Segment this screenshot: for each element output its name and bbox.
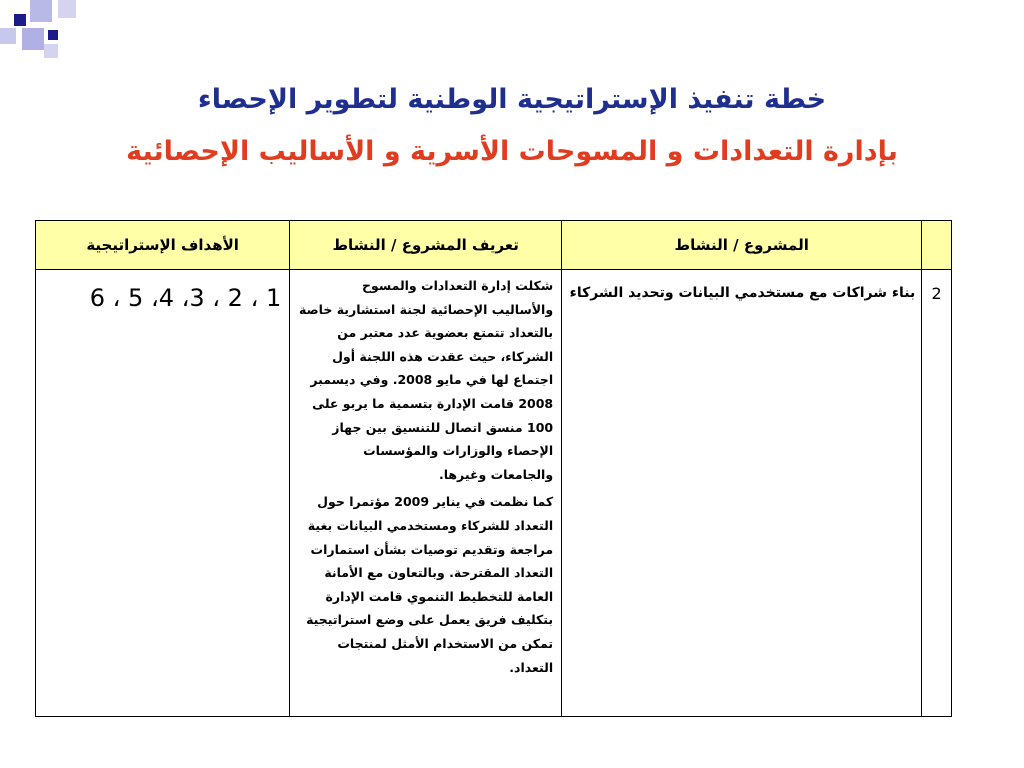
deco-square-light bbox=[22, 28, 44, 50]
table-header-row bbox=[36, 221, 952, 270]
page-title: خطة تنفيذ الإستراتيجية الوطنية لتطوير الإحصاء bbox=[197, 84, 827, 115]
deco-square-light bbox=[44, 44, 58, 58]
deco-square-dark bbox=[48, 30, 58, 40]
header-goals: الأهداف الإستراتيجية bbox=[36, 221, 290, 270]
definition-paragraph-1: شكلت إدارة التعدادات والمسوح والأساليب الإحصائية لجنة استشارية خاصة بالتعداد تتمتع بعضوية عدد معتبر من الشركاء، حيث عقدت هذه اللجنة أول اجتماع لها في مايو 2008. وفي ديسمبر 2008 قامت الإدارة بتسمية ما يربو على 100 منسق اتصال للتنسيق بين جهاز الإحصاء والوزارات والمؤسسات والجامعات وغيرها. bbox=[299, 278, 554, 482]
cell-project: بناء شراكات مع مستخدمي البيانات وتحديد الشركاء bbox=[562, 270, 922, 717]
cell-goals: 1 ، 2 ، 3، 4، 5 ، 6 bbox=[36, 270, 290, 717]
header-num bbox=[922, 221, 952, 270]
table-row bbox=[36, 270, 952, 717]
deco-square-light bbox=[0, 28, 16, 44]
deco-square-dark bbox=[14, 14, 26, 26]
corner-decoration bbox=[0, 0, 80, 62]
deco-square-light bbox=[58, 0, 76, 18]
header-project: المشروع / النشاط bbox=[562, 221, 922, 270]
cell-definition bbox=[290, 270, 562, 717]
cell-num: 2 bbox=[922, 270, 952, 717]
deco-square-light bbox=[30, 0, 52, 22]
page-subtitle: بإدارة التعدادات و المسوحات الأسرية و الأساليب الإحصائية bbox=[126, 136, 898, 167]
plan-table bbox=[35, 220, 952, 717]
header-definition: تعريف المشروع / النشاط bbox=[290, 221, 562, 270]
definition-paragraph-2: كما نظمت في يناير 2009 مؤتمرا حول التعداد للشركاء ومستخدمي البيانات بغية مراجعة وتقديم توصيات بشأن استمارات التعداد المقترحة. وبالتعاون مع الأمانة العامة للتخطيط التنموي قامت الإدارة بتكليف فريق يعمل على وضع استراتيجية تمكن من الاستخدام الأمثل لمنتجات التعداد. bbox=[306, 494, 554, 675]
